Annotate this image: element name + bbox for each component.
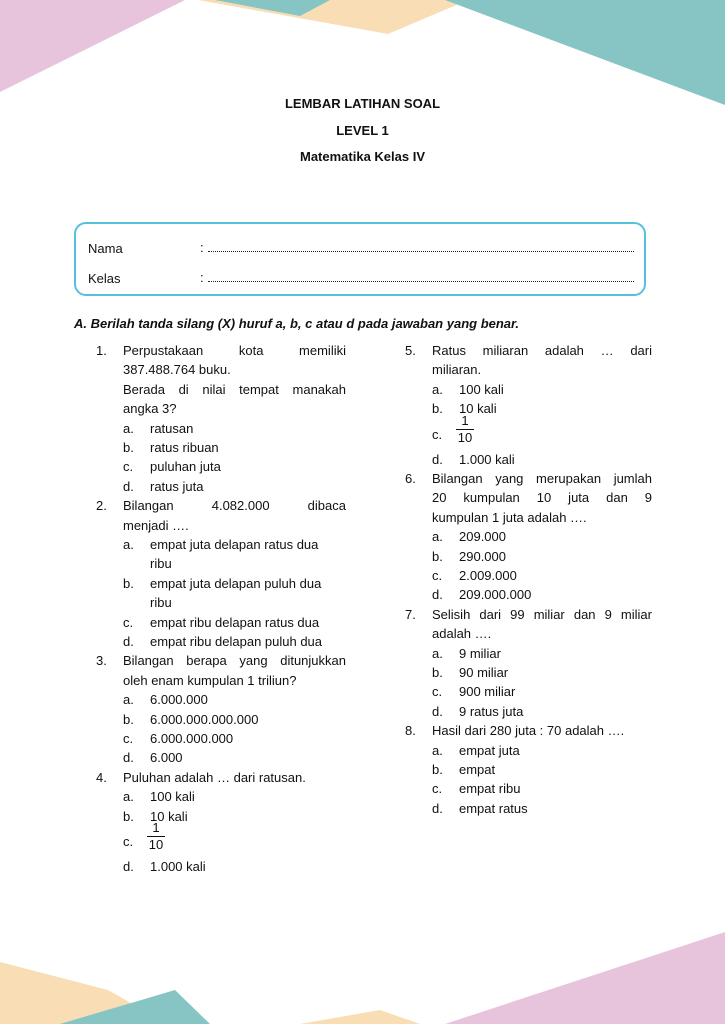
peach-shape-top (198, 0, 468, 34)
question-number: 8. (405, 723, 416, 739)
option-letter: a. (432, 381, 443, 397)
fraction-denominator: 10 (148, 837, 164, 852)
option-text[interactable]: empat juta delapan ratus dua (150, 537, 319, 552)
option-letter: c. (432, 568, 443, 583)
option-letter: b. (432, 401, 443, 417)
question-number: 2. (96, 498, 107, 514)
question-text: Berada di nilai tempat manakah (123, 381, 346, 397)
option-letter: a. (123, 420, 134, 436)
option-letter: d. (123, 478, 134, 494)
question-text: Perpustakaan kota memiliki (123, 343, 346, 358)
option-text-continued[interactable]: ribu (150, 556, 172, 572)
option-text[interactable]: 1.000 kali (459, 451, 515, 467)
option-text[interactable]: 9 ratus juta (459, 703, 524, 719)
option-text[interactable]: empat juta (459, 742, 520, 758)
class-label: Kelas (88, 271, 121, 286)
question-text: Bilangan 4.082.000 dibaca (123, 498, 346, 514)
option-text[interactable]: ratus juta (150, 478, 204, 494)
question-text: miliaran. (432, 362, 482, 378)
option-letter: c. (432, 781, 443, 797)
option-fraction[interactable] (456, 414, 474, 445)
question-number: 4. (96, 769, 107, 785)
worksheet-title: LEMBAR LATIHAN SOAL (284, 96, 441, 111)
option-letter: a. (123, 789, 134, 805)
question-text: Ratus miliaran adalah … dari (432, 343, 652, 358)
option-letter: d. (123, 750, 134, 766)
question-text: Bilangan yang merupakan jumlah (432, 471, 652, 486)
name-field[interactable] (208, 250, 634, 252)
option-letter: c. (123, 834, 134, 849)
option-letter: b. (123, 711, 134, 727)
option-letter: d. (432, 587, 443, 603)
option-letter: b. (432, 548, 443, 564)
question-number: 6. (405, 471, 416, 486)
option-letter: d. (432, 451, 443, 467)
option-letter: c. (123, 614, 134, 630)
option-text[interactable]: 90 miliar (459, 665, 509, 680)
worksheet-level: LEVEL 1 (336, 123, 389, 138)
class-field[interactable] (208, 280, 634, 282)
option-text[interactable]: puluhan juta (150, 459, 221, 475)
class-colon: : (200, 270, 204, 285)
option-letter: b. (432, 762, 443, 777)
question-text: Selisih dari 99 miliar dan 9 miliar (432, 606, 652, 622)
option-letter: b. (123, 575, 134, 591)
option-text-continued[interactable]: ribu (150, 595, 172, 611)
pink-corner-top-left (0, 0, 185, 92)
option-letter: c. (123, 731, 134, 746)
option-fraction[interactable] (147, 821, 165, 852)
option-letter: a. (432, 742, 443, 758)
option-text[interactable]: 9 miliar (459, 645, 501, 661)
question-number: 7. (405, 606, 416, 622)
question-text: 387.488.764 buku. (123, 362, 231, 378)
option-text[interactable]: empat (459, 762, 496, 777)
question-text: adalah …. (432, 626, 492, 642)
option-letter: d. (432, 800, 443, 816)
option-text[interactable]: 209.000.000 (459, 587, 532, 603)
question-number: 5. (405, 343, 416, 358)
question-text: Puluhan adalah … dari ratusan. (123, 769, 306, 785)
question-text: Hasil dari 280 juta : 70 adalah …. (432, 723, 625, 739)
option-text[interactable]: ratusan (150, 420, 194, 436)
option-letter: c. (432, 426, 443, 442)
option-text[interactable]: 10 kali (150, 808, 188, 824)
option-text[interactable]: 6.000.000.000.000 (150, 711, 259, 727)
option-letter: b. (123, 440, 134, 455)
question-text: menjadi …. (123, 517, 189, 533)
option-text[interactable]: empat juta delapan puluh dua (150, 575, 322, 591)
pink-corner-bottom-right (445, 932, 725, 1024)
question-text: kumpulan 1 juta adalah …. (432, 509, 587, 525)
worksheet-subject: Matematika Kelas IV (299, 149, 425, 164)
option-letter: a. (123, 537, 134, 552)
teal-corner-top-right (445, 0, 725, 105)
option-text[interactable]: 290.000 (459, 548, 506, 564)
option-letter: a. (123, 692, 134, 708)
option-text[interactable]: empat ribu delapan puluh dua (150, 634, 323, 649)
option-text[interactable]: empat ribu (459, 781, 521, 797)
option-letter: d. (432, 703, 443, 719)
fraction-numerator: 1 (152, 820, 160, 835)
question-text: angka 3? (123, 401, 177, 417)
question-number: 3. (96, 653, 107, 669)
section-instruction: A. Berilah tanda silang (X) huruf a, b, c atau d pada jawaban yang benar. (74, 316, 519, 331)
fraction-numerator: 1 (461, 412, 469, 428)
question-number: 1. (96, 343, 107, 358)
option-text[interactable]: 100 kali (150, 789, 195, 805)
option-text[interactable]: 10 kali (459, 401, 497, 417)
option-letter: a. (432, 529, 443, 545)
option-letter: b. (432, 665, 443, 680)
fraction-denominator: 10 (457, 429, 473, 445)
option-letter: d. (123, 634, 134, 649)
name-colon: : (200, 240, 204, 255)
option-letter: b. (123, 808, 134, 824)
option-letter: c. (432, 684, 443, 700)
option-text[interactable]: 100 kali (459, 381, 504, 397)
question-text: 20 kumpulan 10 juta dan 9 (432, 490, 652, 506)
question-text: oleh enam kumpulan 1 triliun? (123, 672, 297, 688)
question-text: Bilangan berapa yang ditunjukkan (123, 653, 346, 669)
option-letter: a. (432, 645, 443, 661)
option-text[interactable]: ratus ribuan (150, 440, 219, 455)
option-letter: c. (123, 459, 134, 475)
option-text[interactable]: 1.000 kali (150, 859, 206, 874)
option-text[interactable]: 6.000.000 (150, 692, 208, 708)
option-text[interactable]: empat ribu delapan ratus dua (150, 614, 320, 630)
name-label: Nama (88, 241, 123, 256)
option-text[interactable]: 2.009.000 (459, 568, 517, 583)
student-info-box (74, 222, 646, 296)
option-letter: d. (123, 859, 134, 874)
peach-shape-bottom-right (300, 1010, 420, 1024)
option-text[interactable]: 900 miliar (459, 684, 516, 700)
option-text[interactable]: empat ratus (459, 800, 528, 816)
option-text[interactable]: 6.000 (150, 750, 183, 766)
option-text[interactable]: 209.000 (459, 529, 506, 545)
option-text[interactable]: 6.000.000.000 (150, 731, 234, 746)
